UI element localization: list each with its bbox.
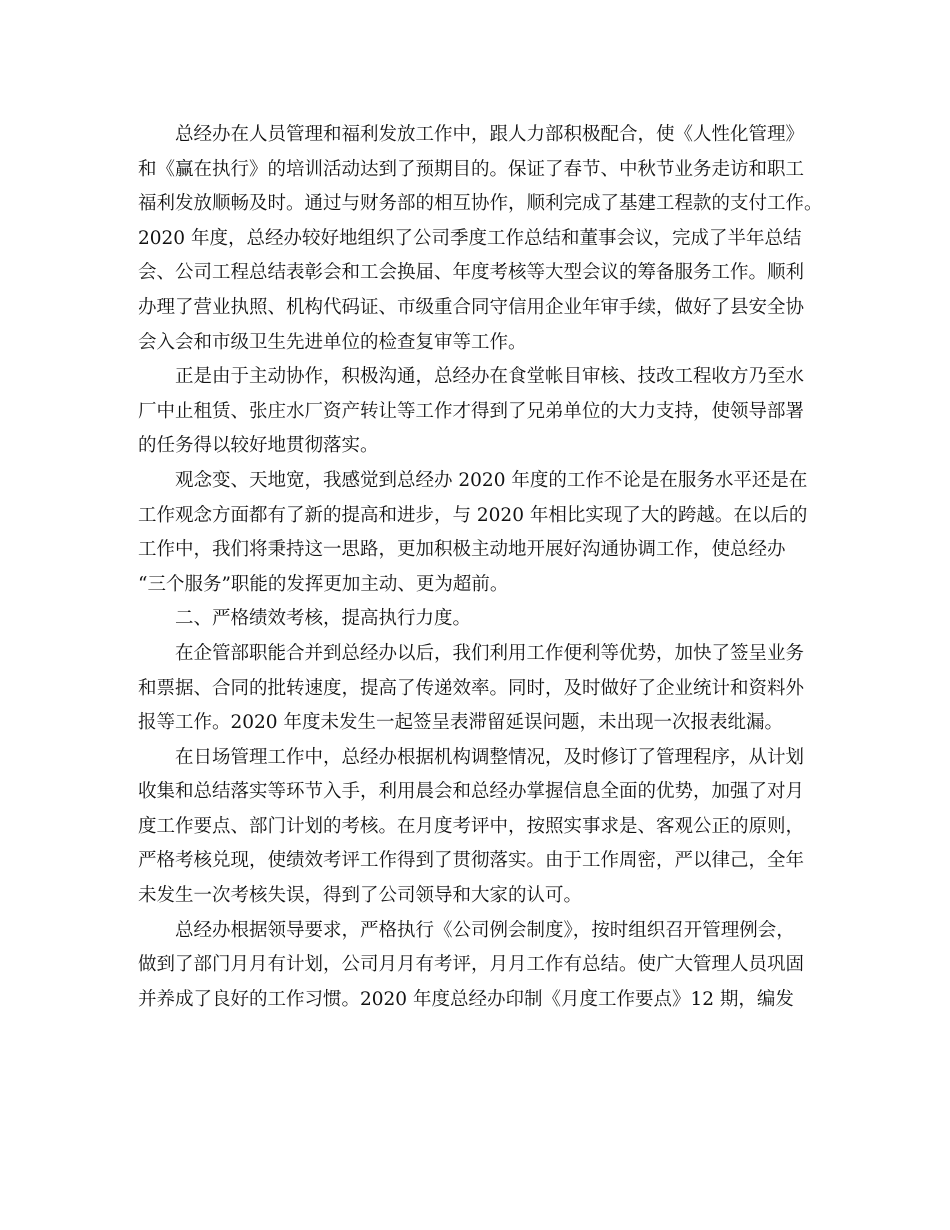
text-line: 报等工作。2020 年度未发生一起签呈表滞留延误问题，未出现一次报表纰漏。 bbox=[138, 712, 783, 734]
text-line: 和票据、合同的批转速度，提高了传递效率。同时，及时做好了企业统计和资料外 bbox=[138, 677, 805, 699]
text-line: 总经办在人员管理和福利发放工作中，跟人力部积极配合，使《人性化管理》 bbox=[175, 124, 805, 145]
text-line: “三个服务”职能的发挥更加主动、更为超前。 bbox=[138, 573, 509, 595]
text-line: 严格考核兑现，使绩效考评工作得到了贯彻落实。由于工作周密，严以律己，全年 bbox=[138, 850, 805, 872]
text-line: 福利发放顺畅及时。通过与财务部的相互协作，顺利完成了基建工程款的支付工作。 bbox=[138, 193, 823, 215]
text-line: 的任务得以较好地贯彻落实。 bbox=[138, 435, 379, 457]
text-line: 总经办根据领导要求，严格执行《公司例会制度》，按时组织召开管理例会， bbox=[175, 919, 795, 941]
text-line: 会、公司工程总结表彰会和工会换届、年度考核等大型会议的筹备服务工作。顺利 bbox=[138, 262, 805, 284]
text-line: 度工作要点、部门计划的考核。在月度考评中，按照实事求是、客观公正的原则， bbox=[138, 815, 805, 837]
text-line: 工作中，我们将秉持这一思路，更加积极主动地开展好沟通协调工作，使总经办 bbox=[138, 539, 786, 561]
text-line: 工作观念方面都有了新的提高和进步，与 2020 年相比实现了大的跨越。在以后的 bbox=[138, 504, 808, 526]
text-line: 和《赢在执行》的培训活动达到了预期目的。保证了春节、中秋节业务走访和职工 bbox=[138, 158, 805, 180]
text-line: 并养成了良好的工作习惯。2020 年度总经办印制《月度工作要点》12 期，编发 bbox=[138, 988, 794, 1010]
text-line: 做到了部门月月有计划，公司月月有考评，月月工作有总结。使广大管理人员巩固 bbox=[138, 954, 805, 976]
text-line: 在企管部职能合并到总经办以后，我们利用工作便利等优势，加快了签呈业务 bbox=[175, 642, 805, 664]
section-heading: 二、严格绩效考核，提高执行力度。 bbox=[175, 608, 472, 630]
text-line: 收集和总结落实等环节入手，利用晨会和总经办掌握信息全面的优势，加强了对月 bbox=[138, 781, 805, 803]
text-line: 观念变、天地宽，我感觉到总经办 2020 年度的工作不论是在服务水平还是在 bbox=[175, 469, 808, 491]
text-line: 未发生一次考核失误，得到了公司领导和大家的认可。 bbox=[138, 885, 583, 907]
text-line: 2020 年度，总经办较好地组织了公司季度工作总结和董事会议，完成了半年总结 bbox=[138, 227, 802, 249]
text-line: 在日场管理工作中，总经办根据机构调整情况，及时修订了管理程序，从计划 bbox=[175, 746, 805, 768]
document-body bbox=[138, 118, 823, 1017]
text-line: 正是由于主动协作，积极沟通，总经办在食堂帐目审核、技改工程收方乃至水 bbox=[175, 366, 805, 388]
text-line: 厂中止租赁、张庄水厂资产转让等工作才得到了兄弟单位的大力支持，使领导部署 bbox=[138, 400, 805, 422]
text-line: 办理了营业执照、机构代码证、市级重合同守信用企业年审手续，做好了县安全协 bbox=[138, 296, 805, 318]
text-line: 会入会和市级卫生先进单位的检查复审等工作。 bbox=[138, 331, 527, 353]
